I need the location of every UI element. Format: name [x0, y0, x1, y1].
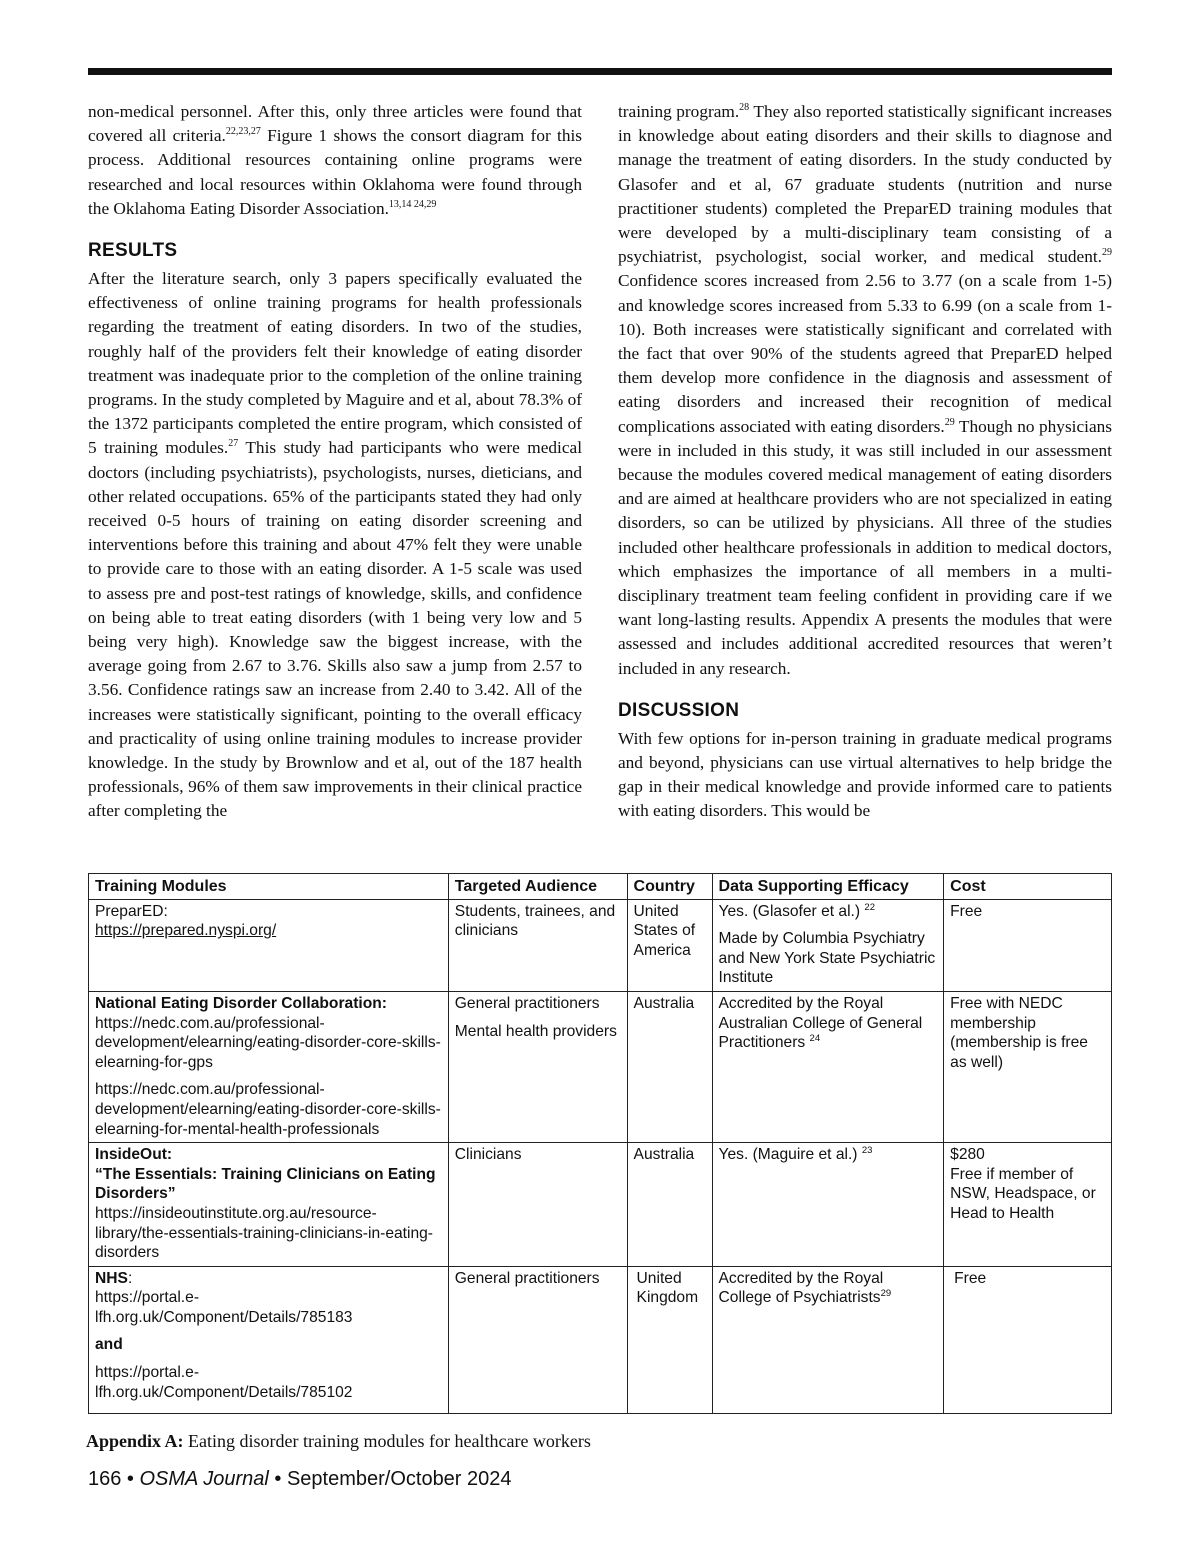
module-cell [89, 899, 449, 991]
efficacy-note: Made by Columbia Psychiatry and New York State Psychiatric Institute [718, 930, 936, 987]
module-link[interactable]: https://nedc.com.au/professional-development/elearning/eating-disorder-core-skills-elearning-for-gps [95, 1014, 441, 1071]
audience-cell: Students, trainees, and clinicians [448, 899, 627, 991]
table-header-row [89, 874, 1112, 900]
results-paragraph: After the literature search, only 3 papers specifically evaluated the effectiveness of online training programs for health professionals regarding the treatment of eating disorders. In two of the studies, roughly half of the providers felt their knowledge of eating disorder treatment was inadequate prior to the completion of the online training programs. In the study completed by Maguire and et al, about 78.3% of the 1372 participants completed the entire program, which consisted of 5 training modules.$^{27}$ This study had participants who were medical doctors (including psychiatrists), psychologists, nurses, dieticians, and other related occupations. 65% of the participants stated they had only received 0-5 hours of training on eating disorder screening and interventions before this training and about 47% felt they were unable to provide care to those with an eating disorder. A 1-5 scale was used to assess pre and post-test ratings of knowledge, skills, and confidence on being able to treat eating disorders (with 1 being very low and 5 being very high). Knowledge saw the biggest increase, with the average going from 2.67 to 3.76. Skills also saw a jump from 2.57 to 3.56. Confidence ratings saw an increase from 2.40 to 3.42. All of the increases were statistically significant, pointing to the overall efficacy and practicality of using online training modules to increase provider knowledge. In the study by Brownlow and et al, out of the 187 health professionals, 96% of them saw improvements in their clinical practice after completing the [88, 269, 582, 821]
audience-text: Mental health providers [454, 1022, 617, 1040]
header-country: Country [627, 874, 712, 900]
and-label: and [95, 1336, 123, 1354]
module-name: NHS: [95, 1269, 133, 1287]
journal-name: OSMA Journal [139, 1468, 269, 1490]
discussion-heading: DISCUSSION [618, 699, 740, 721]
module-link[interactable]: https://prepared.nyspi.org/ [95, 922, 277, 940]
country-cell: Australia [627, 991, 712, 1142]
top-rule [88, 68, 1112, 75]
efficacy-cell: Accredited by the Royal College of Psychiatrists$^{29}$ [712, 1266, 944, 1414]
cost-cell: Free with NEDC membership (membership is free as well) [944, 991, 1112, 1142]
results-heading: RESULTS [88, 240, 178, 262]
cost-cell [944, 1143, 1112, 1267]
module-name: PreparED: [95, 902, 168, 920]
country-cell: United Kingdom [627, 1266, 712, 1414]
header-targeted-audience: Targeted Audience [448, 874, 627, 900]
country-cell: United States of America [627, 899, 712, 991]
issue-date: September/October 2024 [286, 1468, 512, 1490]
left-column [88, 100, 582, 824]
module-name: National Eating Disorder Collaboration: [95, 994, 387, 1012]
table-row [89, 899, 1112, 991]
audience-text: General practitioners [454, 994, 600, 1012]
module-cell [89, 991, 449, 1142]
audience-cell: Clinicians [448, 1143, 627, 1267]
table-row [89, 1143, 1112, 1267]
appendix-table [88, 873, 1112, 1414]
header-training-modules: Training Modules [89, 874, 449, 900]
table-row [89, 991, 1112, 1142]
efficacy-cell [712, 899, 944, 991]
table-row [89, 1266, 1112, 1414]
module-link[interactable]: https://nedc.com.au/professional-development/elearning/eating-disorder-core-skills-elearning-for-mental-health-professionals [95, 1081, 441, 1138]
module-link[interactable]: https://portal.e-lfh.org.uk/Component/Details/785183 [95, 1289, 353, 1326]
country-cell: Australia [627, 1143, 712, 1267]
cost-cell: Free [944, 1266, 1112, 1414]
efficacy-cell: Yes. (Maguire et al.) $^{23}$ [712, 1143, 944, 1267]
page-footer: 166 • OSMA Journal • September/October 2024 [88, 1468, 512, 1490]
module-cell [89, 1143, 449, 1267]
intro-paragraph: non-medical personnel. After this, only three articles were found that covered all criteria.$^{22,23,27}$ Figure 1 shows the consort diagram for this process. Additional resources containing online programs were researched and local resources within Oklahoma were found through the Oklahoma Eating Disorder Association.$^{13,14 24,29}$ [88, 102, 582, 218]
efficacy-cell: Accredited by the Royal Australian College of General Practitioners $^{24}$ [712, 991, 944, 1142]
module-cell [89, 1266, 449, 1414]
efficacy-text: Yes. (Glasofer et al.) $^{22}$ [718, 901, 875, 920]
header-data-supporting-efficacy: Data Supporting Efficacy [712, 874, 944, 900]
module-link[interactable]: https://insideoutinstitute.org.au/resource-library/the-essentials-training-clinicians-in-eating-disorders [95, 1204, 433, 1262]
module-title: “The Essentials: Training Clinicians on Eating Disorders” [95, 1165, 436, 1203]
cost-cell: Free [944, 899, 1112, 991]
discussion-paragraph: With few options for in-person training in graduate medical programs and beyond, physicians can use virtual alternatives to help bridge the gap in their medical knowledge and provide informed care to patients with eating disorders. This would be [618, 728, 1112, 821]
table-caption: Appendix A: Eating disorder training modules for healthcare workers [86, 1431, 591, 1451]
audience-cell [448, 991, 627, 1142]
cost-text: Free if member of NSW, Headspace, or Head to Health [950, 1165, 1096, 1222]
right-column [618, 100, 1112, 824]
module-link[interactable]: https://portal.e-lfh.org.uk/Component/Details/785102 [95, 1364, 353, 1401]
module-name: InsideOut: [95, 1146, 173, 1164]
cost-text: $280 [950, 1146, 985, 1164]
header-cost: Cost [944, 874, 1112, 900]
page-number: 166 [88, 1468, 122, 1490]
audience-cell: General practitioners [448, 1266, 627, 1414]
results-continued-paragraph: training program.$^{28}$ They also reported statistically significant increases in knowledge about eating disorders and their skills to diagnose and manage the treatment of eating disorders. In the study conducted by Glasofer and et al, 67 graduate students (nutrition and nurse practitioner students) completed the PreparED training modules that were developed by a multi-disciplinary team consisting of a psychiatrist, psychologist, social worker, and medical student.$^{29}$ Confidence scores increased from 2.56 to 3.77 (on a scale from 1-5) and knowledge scores increased from 5.33 to 6.99 (on a scale from 1-10). Both increases were statistically significant and correlated with the fact that over 90% of the students agreed that PreparED helped them develop more confidence in the diagnosis and assessment of eating disorders and increased their recognition of medical complications associated with eating disorders.$^{29}$ Though no physicians were in included in this study, it was still included in our assessment because the modules covered medical management of eating disorders and are aimed at healthcare providers who are not specialized in eating disorders, so can be utilized by physicians. All three of the studies included other healthcare professionals in addition to medical doctors, which emphasizes the importance of all members in a multi-disciplinary treatment team feeling confident in providing care if we want long-lasting results. Appendix A presents the modules that were assessed and includes additional accredited resources that weren’t included in any research. [618, 102, 1112, 678]
